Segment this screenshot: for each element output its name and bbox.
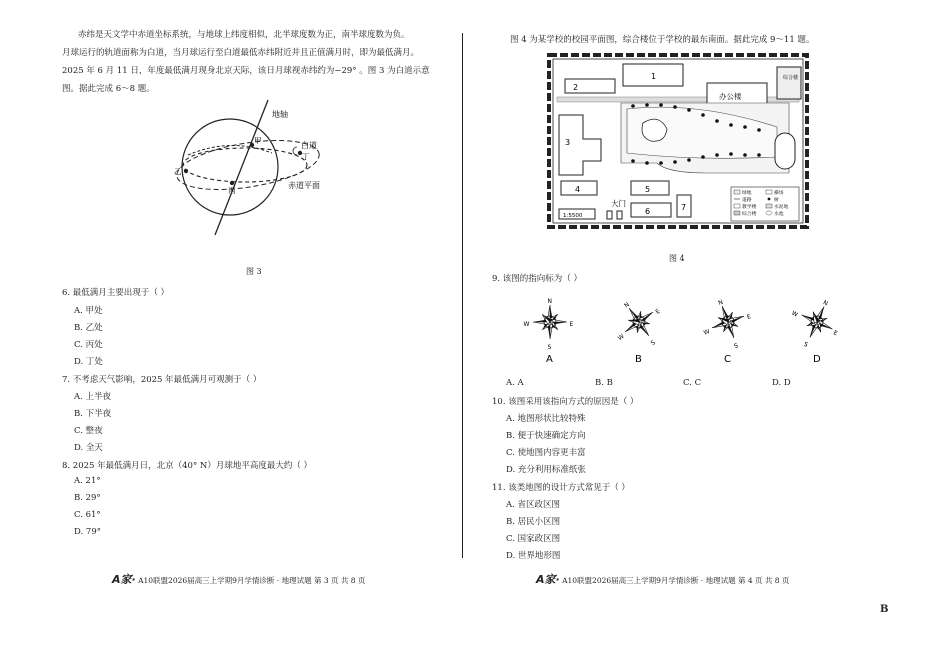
- point-bing: [230, 181, 234, 185]
- figure-3-diagram: [160, 95, 350, 240]
- q8-option-c[interactable]: C. 61°: [74, 510, 101, 520]
- q10-option-c[interactable]: C. 使地图内容更丰富: [506, 448, 586, 458]
- q11-stem: 11. 该类地图的设计方式常见于（ ）: [492, 483, 630, 493]
- label-jia: 甲: [254, 136, 262, 145]
- q7-stem: 7. 不考虑天气影响，2025 年最低满月可观测于（ ）: [62, 375, 262, 385]
- q10-option-a[interactable]: A. 地图形状比较特殊: [506, 414, 586, 424]
- compass-dir-s: S: [733, 342, 740, 351]
- compass-dir-n: N: [547, 298, 552, 305]
- footer-left: [112, 571, 365, 587]
- q9-stem: 9. 该图的指向标为（ ）: [492, 274, 583, 284]
- q8-option-d[interactable]: D. 79°: [74, 527, 101, 537]
- q10-stem: 10. 该图采用该指向方式的原因是（ ）: [492, 397, 639, 407]
- figure-4-caption: 图 4: [669, 254, 685, 263]
- compass-dir-n: N: [717, 298, 725, 307]
- label-moon-path: 白道: [301, 141, 317, 150]
- q7-option-c[interactable]: C. 整夜: [74, 426, 103, 436]
- q8-option-a[interactable]: A. 21°: [74, 476, 101, 486]
- corner-letter: B: [880, 604, 889, 615]
- compass-dir-e: E: [569, 321, 574, 328]
- compass-label-b: B: [635, 354, 642, 364]
- footer-logo: A家·: [112, 573, 136, 586]
- intro-line-1: 赤纬是天文学中赤道坐标系统，与地球上纬度相似，北半球度数为正，南半球度数为负。: [78, 30, 410, 40]
- compass-dir-n: N: [821, 299, 829, 308]
- label-axis: 地轴: [272, 110, 288, 119]
- intro-line-2: 月球运行的轨道面称为白道，当月球运行至白道最低赤纬附近并且正值满月时，即为最低满月。: [62, 48, 420, 58]
- q6-option-c[interactable]: C. 丙处: [74, 340, 103, 350]
- compass-dir-w: W: [616, 332, 626, 343]
- compass-dir-w: W: [523, 321, 530, 328]
- building-2: 2: [573, 83, 579, 92]
- figure-4-map: [547, 53, 809, 229]
- q9-option-d[interactable]: D. D: [772, 378, 791, 388]
- zonghe-building: 综合楼: [783, 75, 799, 81]
- q9-option-a[interactable]: A. A: [506, 378, 524, 388]
- label-ding: 丁: [302, 152, 310, 161]
- compass-options: [512, 292, 852, 364]
- point-yi: [184, 169, 188, 173]
- compass-dir-e: E: [654, 307, 662, 316]
- q6-option-d[interactable]: D. 丁处: [74, 357, 103, 367]
- building-6: 6: [645, 207, 651, 216]
- q8-stem: 8. 2025 年最低满月日，北京（40° N）月球地平高度最大约（ ）: [62, 461, 313, 471]
- legend-zonghe: 综合楼: [742, 212, 757, 217]
- q6-stem: 6. 最低满月主要出现于（ ）: [62, 288, 170, 298]
- building-1: 1: [651, 72, 657, 81]
- legend-playground: 操场: [774, 191, 784, 196]
- map-scale: 1:5500: [563, 213, 583, 219]
- compass-dir-w: W: [702, 328, 711, 337]
- compass-rose-b: [604, 292, 675, 364]
- column-divider: [462, 33, 463, 558]
- intro-line-4: 图。据此完成 6～8 题。: [62, 84, 155, 94]
- building-5: 5: [645, 185, 651, 194]
- q9-option-c[interactable]: C. C: [683, 378, 702, 388]
- q11-option-a[interactable]: A. 省区政区图: [506, 500, 561, 510]
- q11-option-c[interactable]: C. 国家政区图: [506, 534, 561, 544]
- q10-option-d[interactable]: D. 充分利用标准纸张: [506, 465, 586, 475]
- compass-dir-s: S: [649, 339, 657, 348]
- compass-rose-c: [695, 292, 760, 364]
- compass-dir-n: N: [623, 301, 631, 310]
- q9-option-b[interactable]: B. B: [595, 378, 613, 388]
- compass-label-a: A: [546, 354, 553, 364]
- legend-cement: 水泥地: [774, 205, 789, 210]
- compass-dir-w: W: [790, 309, 799, 319]
- right-intro: 图 4 为某学校的校园平面图，综合楼位于学校的最东南面。据此完成 9～11 题。: [510, 35, 815, 45]
- building-4: 4: [575, 185, 581, 194]
- compass-dir-s: S: [547, 344, 552, 351]
- legend-road: 道路: [742, 198, 752, 203]
- intro-line-3: 2025 年 6 月 11 日，年度最低满月现身北京天际，该日月球视赤纬约为−29° 。图 3 为白道示意: [62, 66, 430, 76]
- q11-option-d[interactable]: D. 世界地形图: [506, 551, 561, 561]
- q8-option-b[interactable]: B. 29°: [74, 493, 101, 503]
- footer-logo: A家·: [536, 573, 560, 586]
- compass-dir-e: E: [745, 313, 752, 321]
- footer-text: A10联盟2026届高三上学期9月学情诊断 · 地理试题 第 4 页 共 8 页: [562, 576, 790, 585]
- label-equator: 赤道平面: [288, 181, 320, 190]
- q7-option-a[interactable]: A. 上半夜: [74, 392, 112, 402]
- compass-label-c: C: [724, 354, 731, 364]
- compass-dir-e: E: [832, 329, 839, 338]
- label-yi: 乙: [174, 167, 182, 176]
- compass-label-d: D: [813, 354, 821, 364]
- legend-tree: 树: [774, 198, 779, 203]
- q11-option-b[interactable]: B. 居民小区图: [506, 517, 561, 527]
- compass-dir-s: S: [802, 340, 809, 349]
- q6-option-a[interactable]: A. 甲处: [74, 306, 103, 316]
- gate-label: 大门: [611, 199, 626, 208]
- figure-3-caption: 图 3: [246, 267, 262, 276]
- office-building: 办公楼: [719, 92, 742, 101]
- footer-text: A10联盟2026届高三上学期9月学情诊断 · 地理试题 第 3 页 共 8 页: [138, 576, 366, 585]
- legend-pond: 水池: [774, 212, 784, 217]
- footer-right: [536, 571, 789, 587]
- legend-teaching: 教学楼: [742, 205, 757, 210]
- q7-option-d[interactable]: D. 全天: [74, 443, 103, 453]
- building-7: 7: [681, 203, 687, 212]
- q6-option-b[interactable]: B. 乙处: [74, 323, 103, 333]
- compass-rose-d: [781, 292, 849, 364]
- q7-option-b[interactable]: B. 下半夜: [74, 409, 112, 419]
- label-bing: 丙: [228, 186, 236, 195]
- legend-green: 绿地: [742, 191, 752, 196]
- compass-rose-a: [524, 298, 574, 364]
- building-3: 3: [565, 138, 571, 147]
- q10-option-b[interactable]: B. 便于快速确定方向: [506, 431, 586, 441]
